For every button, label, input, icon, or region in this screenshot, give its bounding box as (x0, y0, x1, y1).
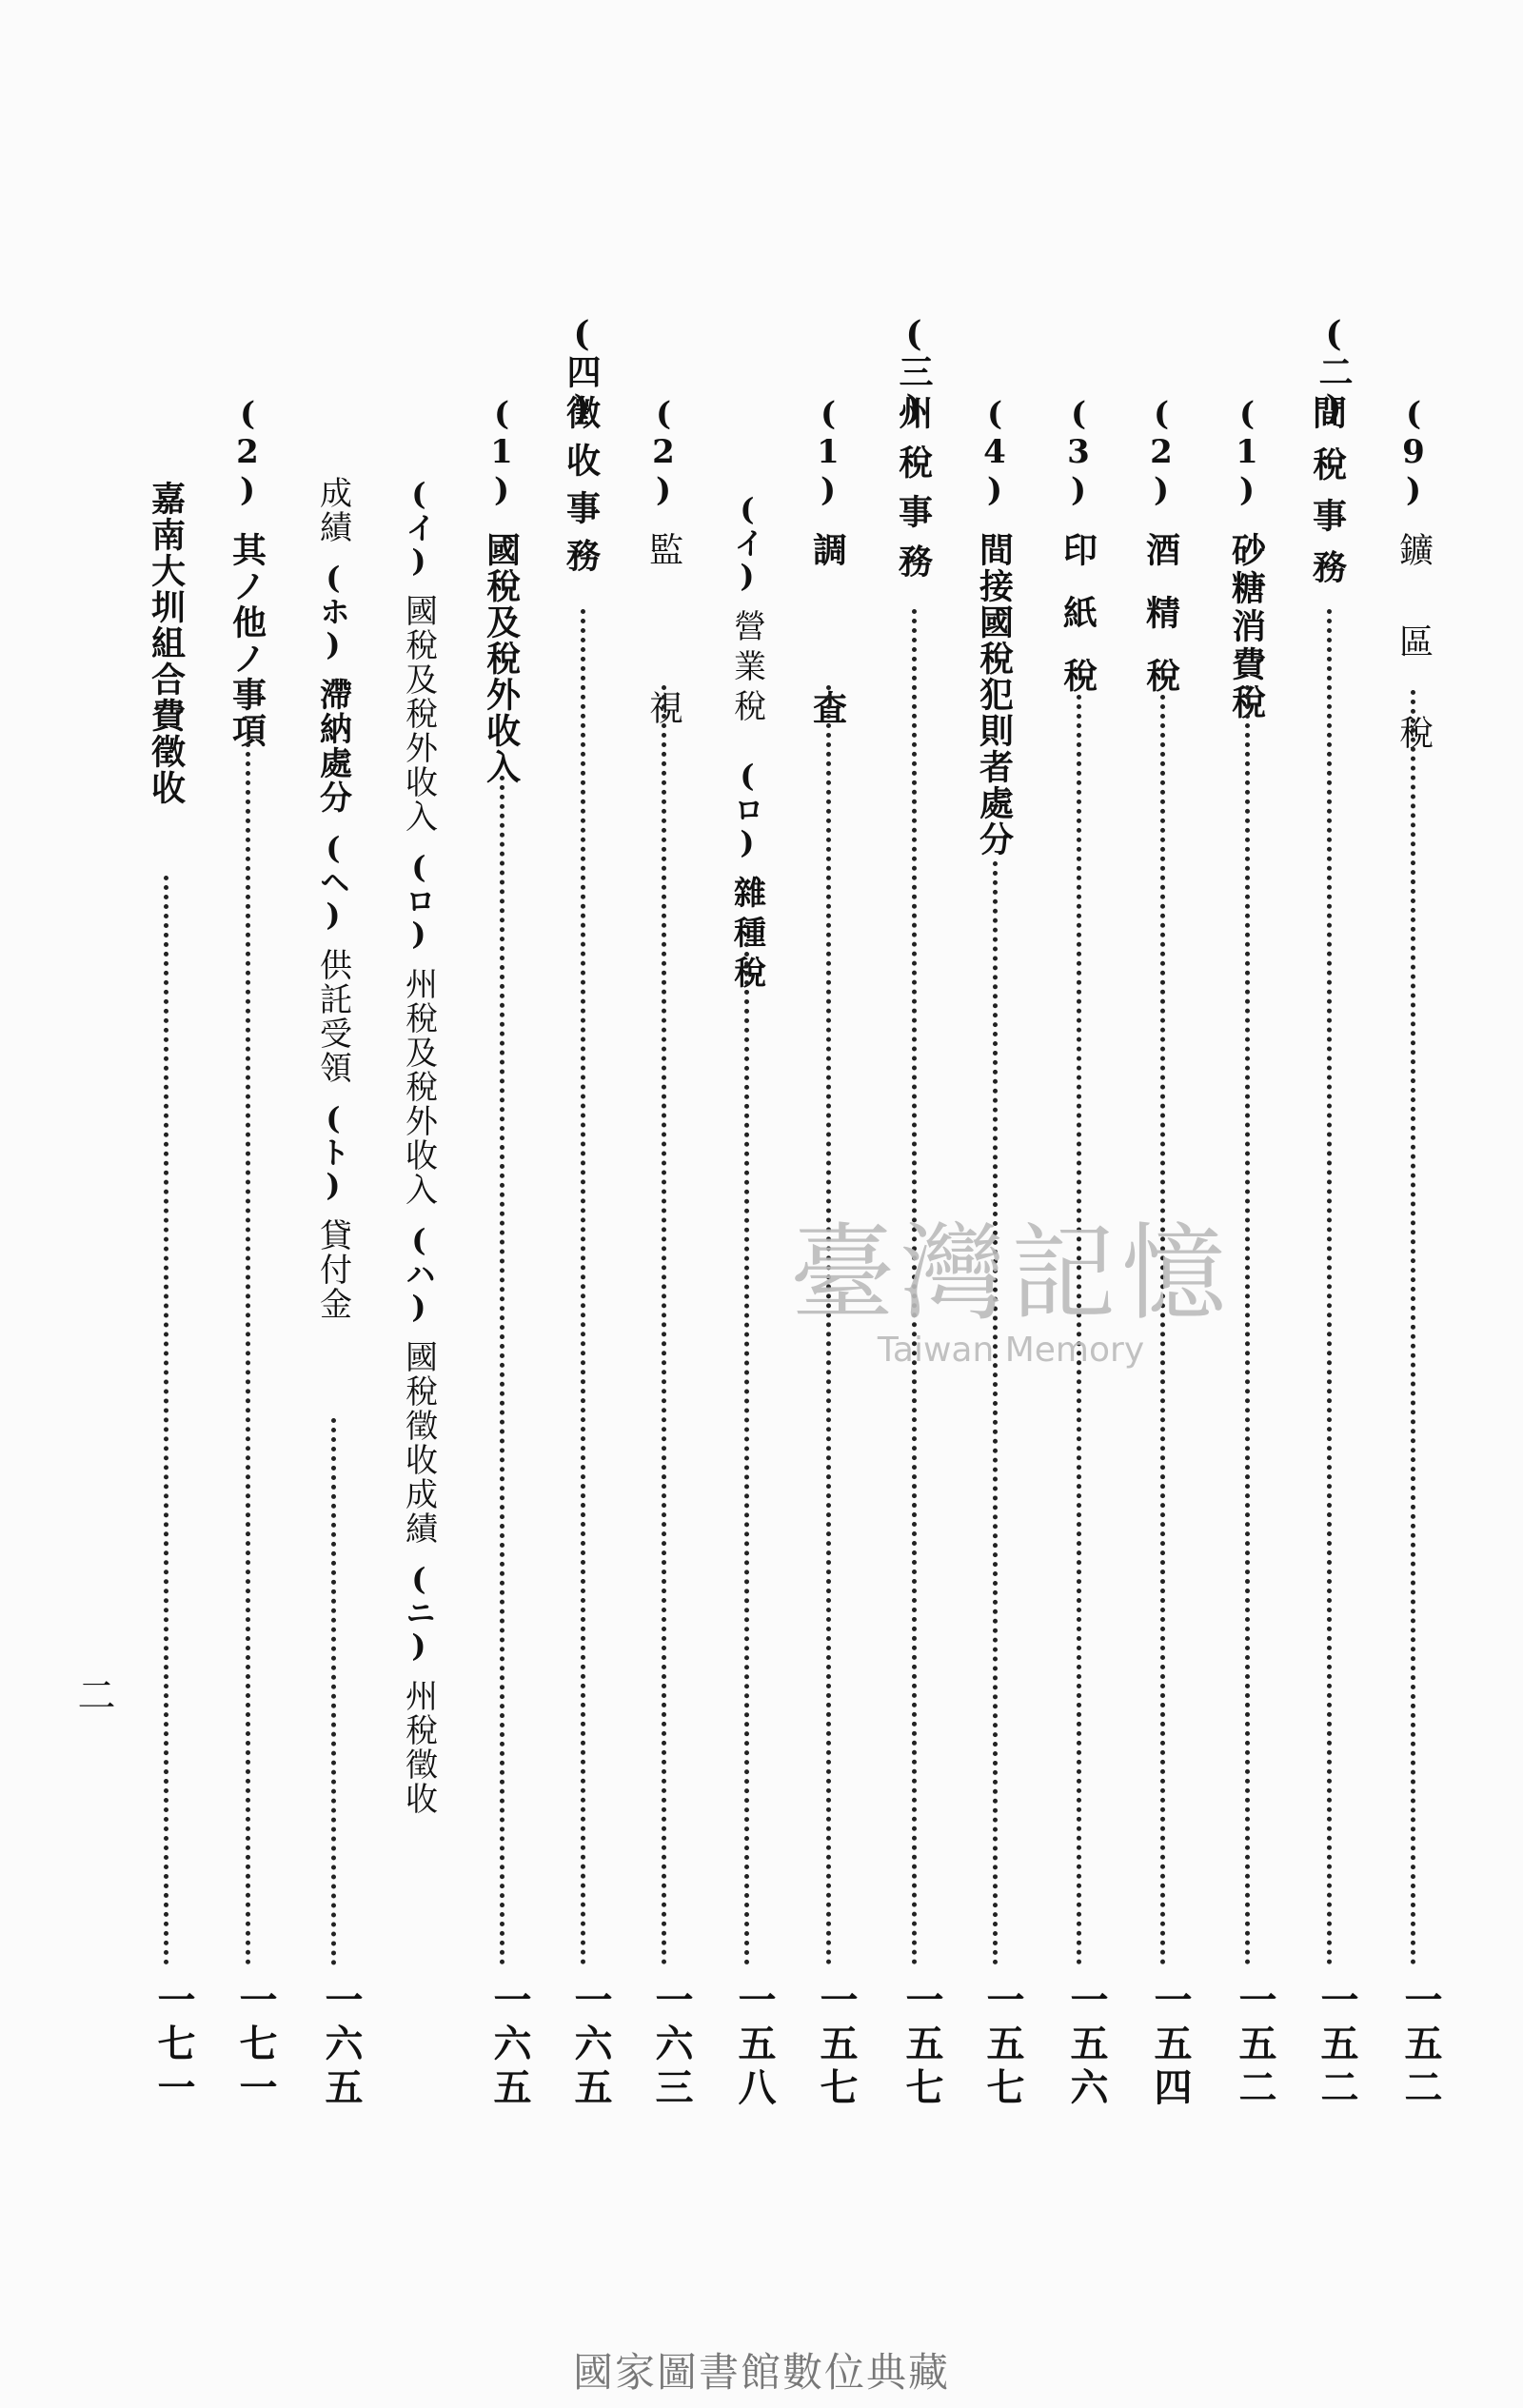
sub-marker: (ロ) (729, 758, 765, 860)
entry-number: (1) (809, 395, 847, 509)
dot-leader (500, 776, 504, 1965)
page-number: 一六五 (319, 1980, 364, 2111)
section-marker-2: (二) (1314, 314, 1354, 428)
page-number: 一五二 (1315, 1980, 1359, 2111)
sub-marker: (ロ) (401, 849, 437, 952)
watermark-subtitle: Taiwan Memory (877, 1331, 1145, 1370)
entry-number: (2) (228, 395, 267, 509)
entry-title: 徵收事務 (561, 395, 602, 585)
folio-page-number: 二 (71, 1675, 115, 1713)
entry-title: 國稅及稅外收入 (481, 532, 522, 785)
entry-title: 監視 (643, 532, 683, 848)
page-number: 一五七 (980, 1980, 1025, 2111)
entry-title: 嘉南大圳組合費徵收 (146, 481, 187, 806)
sub-marker: (イ) (401, 476, 437, 579)
page-number: 一六五 (568, 1980, 613, 2111)
dot-leader (331, 1418, 336, 1965)
entry-title: 國稅徵收成績 (399, 1340, 438, 1546)
page-number: 一六三 (649, 1980, 694, 2111)
toc-entry-chianan-canal-fee (143, 481, 190, 806)
page-number: 一六五 (487, 1980, 532, 2111)
toc-entry-stamp-tax (1055, 395, 1102, 720)
toc-entry-other-matters (224, 395, 271, 749)
entry-title: 印紙稅 (1058, 532, 1098, 720)
sub-marker: (ホ) (315, 560, 351, 662)
entry-title: 州稅及稅外收入 (399, 967, 438, 1207)
entry-title: 間接國稅犯則者處分 (974, 532, 1015, 858)
dot-leader (662, 685, 666, 1965)
sub-marker: (ハ) (401, 1222, 437, 1325)
entry-title: 供託受領 (313, 948, 352, 1085)
section-marker-4: (四) (562, 314, 602, 428)
page-number: 一五二 (1398, 1980, 1443, 2111)
toc-entry-indirect-tax-violators (971, 395, 1019, 858)
toc-entry-business-misc-tax (723, 476, 771, 996)
watermark-title: 臺灣記憶 (790, 1213, 1232, 1334)
entry-title: 砂糖消費稅 (1226, 532, 1267, 722)
dot-leader (581, 609, 585, 1965)
toc-entry-subitems-2 (309, 476, 357, 1321)
entry-title: 營業稅 (727, 609, 766, 729)
entry-title: 間稅事務 (1307, 395, 1348, 601)
entry-title: 國稅及稅外收入 (399, 594, 438, 834)
section-marker-3: (三) (894, 314, 934, 428)
watermark (790, 1190, 1232, 1370)
footer-collection-label: 國家圖書館數位典藏 (572, 2349, 950, 2396)
dot-leader (993, 861, 998, 1965)
entry-title: 其ノ他ノ事項 (227, 532, 267, 749)
toc-entry-alcohol-tax (1137, 395, 1185, 720)
page-number: 一五二 (1233, 1980, 1277, 2111)
entry-title: 州稅事務 (893, 395, 934, 593)
entry-title: 貸付金 (313, 1218, 352, 1321)
page-number: 一五七 (900, 1980, 944, 2111)
sub-marker: (ト) (315, 1100, 351, 1203)
entry-title: 酒精稅 (1140, 532, 1181, 720)
toc-entry-subitems-1 (395, 476, 443, 1816)
sub-marker: (イ) (729, 491, 765, 594)
entry-title: 州稅徵收 (399, 1679, 438, 1816)
page-number: 一五六 (1064, 1980, 1109, 2111)
entry-number: (2) (644, 395, 682, 509)
page-number: 一七一 (233, 1980, 278, 2111)
dot-leader (1245, 685, 1250, 1965)
dot-leader (1327, 609, 1332, 1965)
page-number: 一五四 (1148, 1980, 1193, 2111)
entry-title: 成績 (313, 476, 352, 544)
entry-title: 滯納處分 (313, 678, 352, 815)
page-number: 一五八 (732, 1980, 777, 2111)
dot-leader (1411, 690, 1415, 1965)
toc-entry-prefectural-tax (890, 395, 938, 593)
sub-marker: (ニ) (401, 1561, 437, 1664)
entry-number: (1) (483, 395, 521, 509)
entry-title: 調査 (807, 532, 848, 848)
toc-entry-collection (558, 395, 605, 585)
entry-number: (9) (1394, 395, 1433, 509)
entry-number: (1) (1228, 395, 1266, 509)
dot-leader (164, 876, 168, 1965)
toc-entry-sugar-tax (1223, 395, 1271, 722)
toc-entry-national-tax-revenue (478, 395, 525, 785)
toc-entry-indirect-tax (1304, 395, 1352, 601)
sub-marker: (ヘ) (315, 830, 351, 933)
page-number: 一七一 (151, 1980, 196, 2111)
page-number: 一五七 (814, 1980, 859, 2111)
entry-number: (2) (1142, 395, 1180, 509)
entry-title: 鑛區稅 (1394, 532, 1434, 806)
entry-title: 雜種稅 (727, 876, 766, 996)
entry-number: (4) (976, 395, 1014, 509)
dot-leader (246, 742, 250, 1965)
entry-number: (3) (1059, 395, 1098, 509)
dot-leader (744, 942, 749, 1965)
